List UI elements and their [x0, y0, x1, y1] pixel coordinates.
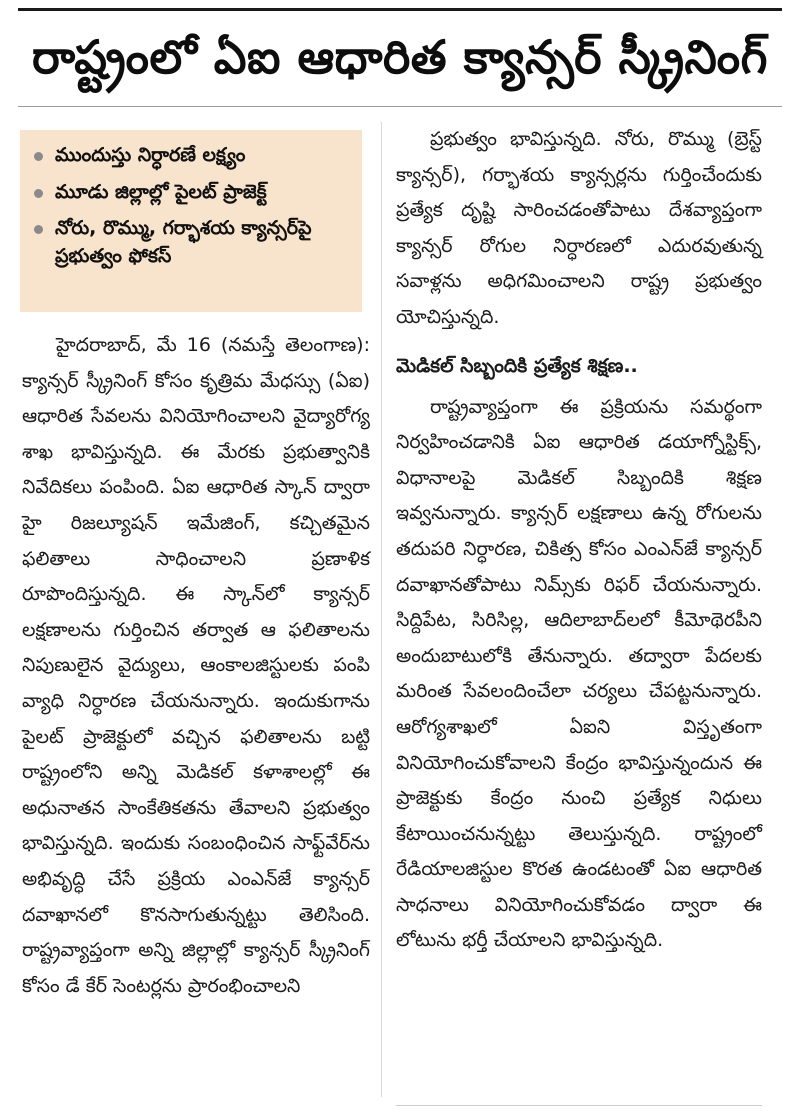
article-paragraph: రాష్ట్రవ్యాప్తంగా ఈ ప్రక్రియను సమర్థంగా నిర్వహించడానికి ఏఐ ఆధారిత డయాగ్నోస్టిక్స్, విధానాలపై మెడికల్ సిబ్బందికి శిక్షణ ఇవ్వనున్నారు. క్యాన్సర్ లక్షణాలు ఉన్న రోగులను తదుపరి నిర్ధారణ, చికిత్స కోసం ఎంఎన్‌జే క్యాన్సర్ దవాఖానతోపాటు నిమ్స్‌కు రిఫర్ చేయనున్నారు. సిద్దిపేట, సిరిసిల్ల, ఆదిలాబాద్‌లలో కీమోథెరపీని అందుబాటులోకి తేనున్నారు. తద్వారా పేదలకు మరింత సేవలందించేలా చర్యలు చేపట్టనున్నారు. ఆరోగ్యశాఖలో ఏఐని విస్తృతంగా వినియోగించుకోవాలని కేంద్రం భావిస్తున్నందున ఈ ప్రాజెక్టుకు కేంద్రం నుంచి ప్రత్యేక నిధులు కేటాయించనున్నట్టు తెలుస్తున్నది. రాష్ట్రంలో రేడియాలజిస్టుల కొరత ఉండటంతో ఏఐ ఆధారిత సాధనాలు వినియోగించుకోవడం ద్వారా ఈ లోటును భర్తీ చేయాలని భావిస్తున్నది. — [396, 395, 762, 952]
article-left-column — [22, 328, 370, 1104]
section-subheading: మెడికల్ సిబ్బందికి ప్రత్యేక శిక్షణ.. — [396, 354, 638, 377]
highlight-item — [28, 215, 354, 270]
highlight-item — [28, 179, 354, 207]
article-paragraph: ప్రభుత్వం భావిస్తున్నది. నోరు, రొమ్ము (బ్రెస్ట్ క్యాన్సర్), గర్భాశయ క్యాన్సర్లను గుర్తించేందుకు ప్రత్యేక దృష్టి సారించడంతోపాటు దేశవ్యాప్తంగా క్యాన్సర్ రోగుల నిర్ధారణలో ఎదురవుతున్న సవాళ్లను అధిగమించాలని రాష్ట్ర ప్రభుత్వం యోచిస్తున్నది. — [396, 128, 762, 328]
column-divider — [381, 122, 382, 1097]
highlight-text: ముందుస్తు నిర్ధారణే లక్ష్యం — [55, 144, 246, 166]
article-paragraph: హైదరాబాద్, మే 16 (నమస్తే తెలంగాణ): క్యాన్సర్ స్క్రీనింగ్ కోసం కృత్రిమ మేధస్సు (ఏఐ) ఆధారిత సేవలను వినియోగించాలని వైద్యారోగ్య శాఖ భావిస్తున్నది. ఈ మేరకు ప్రభుత్వానికి నివేదికలు పంపింది. ఏఐ ఆధారిత స్కాన్ ద్వారా హై రిజల్యూషన్ ఇమేజింగ్, కచ్చితమైన ఫలితాలు సాధించాలని ప్రణాళిక రూపొందిస్తున్నది. ఈ స్కాన్‌లో క్యాన్సర్ లక్షణాలను గుర్తించిన తర్వాత ఆ ఫలితాలను నిపుణులైన వైద్యులు, ఆంకాలజిస్టులకు పంపి వ్యాధి నిర్ధారణ చేయనున్నారు. ఇందుకుగాను పైలట్ ప్రాజెక్టులో వచ్చిన ఫలితాలను బట్టి రాష్ట్రంలోని అన్ని మెడికల్ కళాశాలల్లో ఈ అధునాతన సాంకేతికతను తేవాలని ప్రభుత్వం భావిస్తున్నది. ఇందుకు సంబంధించిన సాఫ్ట్‌వేర్‌ను అభివృద్ధి చేసే ప్రక్రియ ఎంఎన్‌జే క్యాన్సర్ దవాఖానలో కొనసాగుతున్నట్టు తెలిసింది. రాష్ట్రవ్యాప్తంగా అన్ని జిల్లాల్లో క్యాన్సర్ స్క్రీనింగ్ కోసం డే కేర్ సెంటర్లను ప్రారంభించాలని — [22, 334, 370, 997]
highlight-text: మూడు జిల్లాల్లో పైలట్ ప్రాజెక్ట్ — [55, 180, 267, 203]
headline-rule — [18, 106, 782, 107]
bullet-icon — [34, 189, 43, 198]
bullet-icon — [34, 225, 43, 234]
highlight-text: నోరు, రొమ్ము, గర్భాశయ క్యాన్సర్‌పై ప్రభుత్వం ఫోకస్ — [55, 217, 312, 267]
bullet-icon — [34, 152, 43, 161]
bottom-rule — [396, 1105, 762, 1106]
headline: రాష్ట్రంలో ఏఐ ఆధారిత క్యాన్సర్ స్క్రీనింగ్ — [32, 30, 768, 84]
highlight-item — [28, 142, 354, 170]
top-rule — [18, 8, 782, 11]
article-right-column — [396, 122, 762, 1104]
highlights-box — [20, 130, 362, 312]
